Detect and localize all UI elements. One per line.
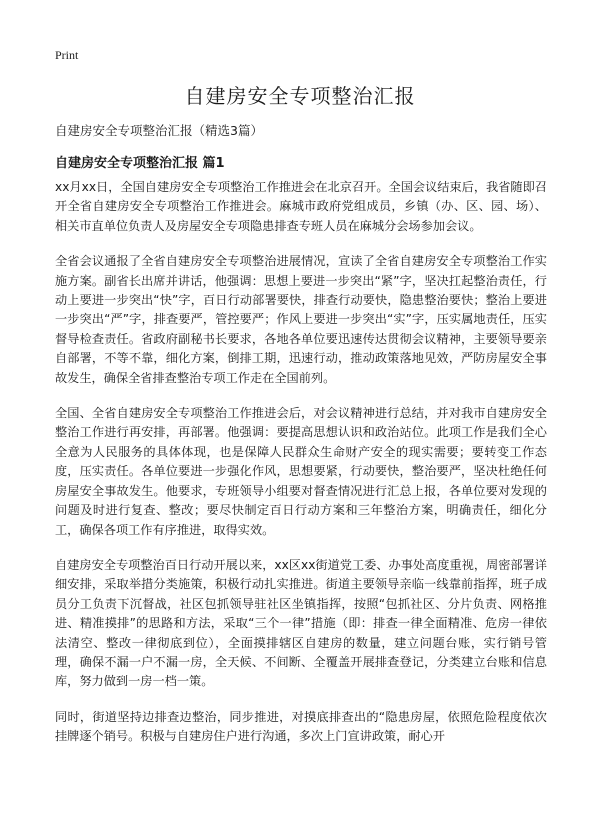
document-subtitle: 自建房安全专项整治汇报（精选3篇） (55, 123, 263, 138)
section-heading: 自建房安全专项整治汇报 篇1 (55, 156, 225, 171)
paragraph-3: 全国、全省自建房安全专项整治工作推进会后，对会议精神进行总结，并对我市自建房安全整治工作进行再安排，再部署。他强调：要提高思想认识和政治站位。此项工作是我们全心全意为人民服务的具体体现，也是保障人民群众生命财产安全的现实需要；要转变工作态度，压实责任。各单位要进一步强化作风，思想要紧，行动要快，整治要严，坚决杜绝任何房屋安全事故发生。他要求，专班领导小组要对督查情况进行汇总上报，各单位要对发现的问题及时进行复查、整改；要尽快制定百日行动方案和三年整治方案，明确责任，细化分工，确保各项工作有序推进，取得实效。 (55, 406, 547, 537)
paragraph-5: 同时，街道坚持边排查边整治，同步推进，对摸底排查出的“隐患房屋，依照危险程度依次挂牌逐个销号。积极与自建房住户进行沟通，多次上门宣讲政策，耐心开 (55, 709, 547, 744)
paragraph-4: 自建房安全专项整治百日行动开展以来，xx区xx街道党工委、办事处高度重视，周密部署详细安排，采取举措分类施策，积极行动扎实推进。街道主要领导亲临一线靠前指挥，班子成员分工负责下沉督战，社区包抓领导驻社区坐镇指挥，按照“包抓社区、分片负责、网格推进、精准摸排”的思路和方法，采取“三个一律”措施（即：排查一律全面精准、危房一律依法清空、整改一律彻底到位），全面摸排辖区自建房的数量，建立问题台账，实行销号管理，确保不漏一户不漏一房，全天候、不间断、全覆盖开展排查登记，分类建立台账和信息库，努力做到一房一档一策。 (55, 557, 547, 689)
paragraph-2: 全省会议通报了全省自建房安全专项整治进展情况，宣读了全省自建房安全专项整治工作实施方案。副省长出席并讲话，他强调：思想上要进一步突出“紧”字，坚决扛起整治责任，行动上要进一步突出“快”字，百日行动部署要快，排查行动要快，隐患整治要快；整治上要进一步突出“严”字，排查要严，管控要严；作风上要进一步突出“实”字，压实属地责任，压实督导检查责任。省政府副秘书长要求，各地各单位要迅速传达贯彻会议精神，主要领导要亲自部署，不等不靠，细化方案，倒排工期，迅速行动，推动政策落地见效，严防房屋安全事故发生，确保全省排查整治专项工作走在全国前列。 (55, 254, 547, 385)
print-link[interactable]: Print (55, 48, 79, 62)
document-title: 自建房安全专项整治汇报 (184, 84, 416, 108)
document-body (55, 178, 547, 763)
paragraph-1: xx月xx日，全国自建房安全专项整治工作推进会在北京召开。全国会议结束后，我省随即召开全省自建房安全专项整治工作推进会。麻城市政府党组成员，乡镇（办、区、园、场）、相关市直单位负责人及房屋安全专项隐患排查专班人员在麻城分会场参加会议。 (55, 180, 547, 233)
